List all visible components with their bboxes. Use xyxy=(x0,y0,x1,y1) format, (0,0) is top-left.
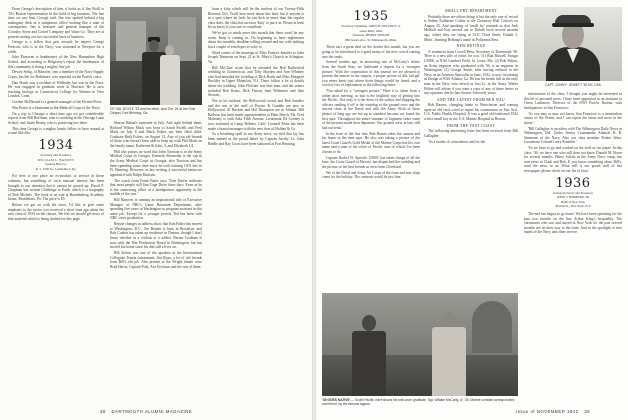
body-paragraph: Before we get on with the news, I'd like to give some emphasis to the notice you received a short time ago about the new class of 1934 on the classes. We feel we should get news of that material which is being drafted for this page. xyxy=(8,203,104,221)
south-pacific-caption xyxy=(322,398,518,406)
right-column-2 xyxy=(424,7,518,289)
col5-end-paragraphs xyxy=(424,129,518,144)
body-paragraph: We've got so much news this month that there won't be any room. Keep it coming in. I'm beginning to have nightmares about the monthly deadline rolling around and me with nothing but a couple of envelopes to write to. xyxy=(208,31,304,49)
body-paragraph: For here is one place an ex-product or service in these columns, but something of such unusual interest has been brought to our attention that it cannot be passed up: David F. Chapman has written Challenge to Faith, which is a biography of Bob Michels. The book is on sale at Brandenberg Academy house, Brattleboro, Pa. The price is $5. xyxy=(8,174,104,202)
col4-paragraphs xyxy=(322,45,420,180)
body-paragraph: Word comes of the marriage of Miss Frances Jennifer to John Joseph Timmons on Sept. 21 at St. Mary's Church in Arlington, Va. xyxy=(208,50,304,64)
wedding-photo xyxy=(110,7,202,105)
year-1935-org: Gates Mills, Ohio xyxy=(359,28,383,33)
right-column-3 xyxy=(524,92,622,402)
body-paragraph: The coach from Frank Bates says, 'Tom Darrin indicates that most people still Sun Cage Drive three days. Even as he is the connecting office of a headquarters apparently in the middle of the war.' xyxy=(110,178,202,197)
body-paragraph: 'As you may or may not know, San Francisco is a tremendous center of the Orient, and I can report the latest and more in the future.' xyxy=(524,111,622,125)
year-1934-address: R. 5, 1936 St., Louisville 3, Ky. xyxy=(35,166,77,171)
body-paragraph: Not to be outdone, the Hollywood crowd and Bob Sanders and the rest of the staff of Procter & Gamble are now in Hollywood. Al Hackett and Hal Thompson are in Atlanta. Bill Barbour has been made superintendent at Palm Beach, Fla. Fred Mahoney is with Saks Fifth Avenue. Lieutenant Ed Cooney is now stationed at Camp Roberts, Calif. Leonard Fiske has been made a branch manager with the new firm of Holden & Co. xyxy=(208,99,304,131)
body-paragraph: 'So we have to go and worked on the staff of our paper. In this class, '36, we have one who still does not know Donald M. Bruce for several months. Henry Schatz in the Army Navy camp, has sent news to Clark and Bob. If you know something about Bill's, send the news to us. What still is our proud staff of last newspaper, please check on our list of facts.' xyxy=(524,146,622,174)
year-1935-secretary: Secretary-Chairman, JOHN H. DELANEY, Jr. xyxy=(341,24,401,28)
right-column-1 xyxy=(322,7,420,289)
right-footer-title: Issue of NOVEMBER 1942 xyxy=(516,409,579,414)
body-paragraph: From George's description of him, it looks as if Jim Wolff is '33's Boston representative in the field of big business. The last time we saw him, George said, Jim was spotted behind a big mahogany desk in a sumptuous office looking like a man of consequence. Jim is treasurer and general manager of the Crossley Stone and Gravel Company and Vaine Co. They are at present turning out two successful lines of business. xyxy=(8,7,104,39)
body-paragraph: Sharon Hahan's stationed in July. And right behind them, Richard Wilson Mack was born to Sarah Pacelli and Fred Mack on July 8 and Mack Eskies out their third child. Graduate Ruth Eskies, on August 13. Any of you old friends of those who haven't been able to keep up with Phil Mack on the family name, Katherine & John, 3, and Elizabeth 1/4. xyxy=(110,121,202,148)
left-page-number: 38 xyxy=(100,409,106,414)
year-1936-name: JOHN S. HERBURN 3D xyxy=(556,195,590,200)
body-paragraph: Probably there are others doing it but the only one of record is Sidney Kalbarine Colton to the Chauncey Hull Colton's on August 25. And speaking of 'small fry' reminds us that Jack Mulhall and Kay moved out to Duluth back several months ago, where they are living at 3131 Third Street, Duluth 5, Minn., learning Belknap's name in Pollyanna Rest. xyxy=(424,14,518,42)
caption-rest: — South Pacific chief shows his well-worn gratitude, Sgt. William McCarty, Jr. '35, Marine combat correspondent, and friend, by the famous lagoon. xyxy=(322,398,516,407)
body-paragraph: Dan Hatch was a resident of Wellesley but was in the Navy. He was engaged in graduate work at Harvard. He is now teaching biology at Connecticut College for Women in New London, Conn. xyxy=(8,80,104,99)
wedding-photo-caption: CP. VAL DOYLE '33 and his bride, wed Oct. 24 at the Post Chapel, Fort Benning, Ga. xyxy=(110,107,196,116)
col5-bottom-paragraphs xyxy=(424,103,518,121)
body-paragraph: Bill McClure wrote that he attended the Bob Rutherford wedding in Connecticut, and Toby Hayden and Ann Whitney who had attended the wedding of Dick Barth and Miss Margaret Buckley in Upper Montclair, N.J. There follow a lot of details about the wedding. John Fletcher was best man, and the ushers included Bob Kraus, Dick Faison, Sam Whitmore and Jake Stewart. xyxy=(208,65,304,98)
body-paragraph: 'As a matter of coincidence and for the xyxy=(428,139,486,144)
right-page-number: 39 xyxy=(584,409,591,414)
new-retinue-heading: NEW RETINUE xyxy=(456,44,486,49)
col6-top-paragraphs xyxy=(524,92,622,174)
left-page-footer xyxy=(96,409,246,414)
body-paragraph: The end has begun to go home. We have been operating for the past two months on the fine Arthur King's hospitality. The classmates who saw and stayed in New York for the past several months are on their way to the front. And in the spotlight of new hands of the Navy and other service. xyxy=(524,212,622,235)
body-paragraph: George is a fellow that gets around; he reports George Prescott, who is in the Navy, was stationed at Newport for a while. xyxy=(8,40,104,54)
year-1934-name: WILLIAM L. BANNET xyxy=(37,157,75,162)
body-paragraph: Gordon McDermid is a general manager of the Picture Press. xyxy=(12,100,103,105)
body-paragraph: 'Bill Gallagher is an editor with The Wilmington Daily News in Wilmington, Del. Under Senior Commander Admiral R. B. Simmons of the Navy. Also our class member Robert Ware, Lieutenant Colonel Larry Franklin.' xyxy=(524,126,622,145)
body-paragraph: On a trip to Chicago a short time ago we got considerable reports from Bill Hoffman, who is coaching at the Chicago Latin School, and Justin Beatty, who is practicing law there. xyxy=(8,111,104,125)
vest-coast-heading: FROM THE VEST COAST xyxy=(446,123,496,128)
body-paragraph: Captain Rachel W. Sproule, USMC has taken charge of all the base, the Coast Guard of Hawaii, has dispatched the wedding and the picture of the best friends as seen from Cleveland. xyxy=(322,155,420,169)
body-paragraph: 'You asked for a "strongest picture." Here it is, taken from a rather short meeting, so that is the brightest way of getting into the Pacific. Not only is it the dress of the sailors and shipping the officers sending it off is the roundup of the ground crew and the sincere shots at the Naval and with the Army. Both of these photos of long ago are not up to standard because we found the first spot. Throughout the entire summer of Japanese radio some of the pictures made their departure. Our ground crew, at last, still had our tents.' xyxy=(322,89,420,130)
right-page xyxy=(316,0,628,420)
portrait-caption: CAPT. JOHN F. JEWETT '35 MC USA xyxy=(545,83,601,87)
body-paragraph: Renzie changes in address show that Ken Pallor has moved to Washington, D.C.; Joe Bender is back in Brooklyn; and Bob Conlon has taken up residence in Denton, though I don't know whether as a civilian or a soldier. Bernie Coalman is now with the War Production Board in Washington, but has moved his home since his dad still a lives on. xyxy=(110,222,202,250)
portrait-photo xyxy=(524,7,622,81)
year-1936-secretary: Acting-Secretary and Treasurer, xyxy=(552,190,594,195)
body-paragraph: A statement from Lowell Hess, Secretary of Dartmouth '36: 'Here is a new pile of items for you.' (1) Bud Russell, Ensign USNR, at NAS Lambert Field, St. Louis, Mo. (2) Bob Fulton, an Army engineer who graduated with '36, is an engineer in Washington. (3) George Smith, after having enlisted in the Navy as an Aviation Specialist in June, 1942, is now in training as Ensign at NAS Atlanta, Ga. He has his hands full as the only man in the Navy who served as first Lt. in the Army. Walter Hilton will advise if you want a copy of any of these letters or any opinions that he has chosen. Sincerely yours. xyxy=(424,49,518,96)
year-1935-address: 980 Jessica Ave., St. Minneapolis, Minn. xyxy=(345,37,397,42)
left-footer-title: DARTMOUTH ALUMNI MAGAZINE xyxy=(111,409,193,414)
year-1934-secretary: Secretary and Treasurer, xyxy=(40,152,72,157)
left-page xyxy=(0,0,312,420)
caption-bold-lead: '35 GOES NATIVE xyxy=(322,398,350,402)
body-paragraph: John Donovan is headmaster of the New Hampshire High School, and according to Ridgeway's report the headmaster of this community is doing a mighty fine job. xyxy=(8,55,104,69)
body-paragraph: Bill Hanover is running an inspirational title of Executive Manager of NBC's Game Rotations Department, after spending five years in Washington as program assistant in this same job. Except for a younger period, Ted has been with NBC since graduation. xyxy=(110,198,202,221)
year-heading-1936: 1936 xyxy=(555,175,591,191)
south-pacific-photo xyxy=(322,293,518,396)
body-paragraph: Bill Stokes was one of the speakers at the International Collegiate Tennis tournament. Jim Ryan, a lot of old friends from Bill's old job. Also present at the Wright dinner were Brad Harris, Captain Pratt, Ace Erickson and the rest of them. xyxy=(110,250,202,269)
body-paragraph: There isn't a great deal on the docket this month, but you are going to be introduced to a good many of the new crowd coming into the ranks. xyxy=(322,45,420,59)
col5-top-paragraphs xyxy=(424,15,518,43)
latest-news-heading: AND THE LATEST FROM BEN NAU xyxy=(436,97,506,102)
body-paragraph: Bob Barnes, changing home to Westchester and coming upon an old card, cared to report his commission as Ens. first, U.S. Public Health Hospital. It was a good old-fashioned 1942 with a small boy in the U.S. Marine Hospital in Boston. xyxy=(424,103,518,122)
year-1936-address: 48 Wall St., New York, N.Y. xyxy=(554,204,592,209)
body-paragraph: The following interesting letter has been received from Bill Gallagher: xyxy=(424,129,518,138)
right-page-footer xyxy=(516,409,626,414)
col6-bottom-paragraphs xyxy=(524,212,622,235)
year-heading-1935: 1935 xyxy=(353,9,389,24)
body-paragraph: We of the Naval and Army Air Corps of the front and rear ships come for the holiday. The cameras would be just fine. xyxy=(322,170,420,180)
body-paragraph: This time George is a mighty handy fellow to have around at a time like this. xyxy=(8,126,104,136)
body-paragraph: information of the class, I thought you might be interested in this bit of personal news. I have been appointed as an assistant to Owen Lattimore, Director of the OWI Pacific Bureau, with headquarters in San Francisco. xyxy=(524,92,622,110)
small-fry-heading: SMALL FRY DEPARTMENT xyxy=(444,9,498,13)
col5-mid-paragraphs xyxy=(424,50,518,96)
body-paragraph: As a breathing spell in our Army news, we find that Jay has been named as the proud father by Captain Jacoby. Lt. John Biddle and Ray Gross have been stationed at Fort Benning. xyxy=(208,132,304,146)
body-paragraph: Phil also passes on word that John Torrison is in the Army Medical Corps in Georgia. Kenneth Abernathy is the cap in the Army Medical Corps in Georgia, also Torrison and has been spending some time since he took training OCS late in Ft. Benning. However, as last writing, a successful instructor appointed with Ralph Durham. xyxy=(110,149,202,177)
year-heading-1934: 1934 xyxy=(38,137,74,153)
year-1934-company: General Box Co. xyxy=(45,162,67,167)
body-paragraph: form a kitty which will be the nucleus of our Twenty-Fifth Reunion Gift. You'll hear more about this later, but if anyone is in a spot where he feels he can kick in more than the regular class dues, the class has an extra 'kitty' to put it in. Please at least let us know if you care to contribute. xyxy=(208,7,304,30)
body-paragraph: In the front of the first line, Bob Barnes takes the camera and his home in the time spot. He also was taking a picture of the latest Coast Guard's Gold Medal of the Marine Corps has his own name and a man of his office of Pacific seas of which I've been chosen to do. xyxy=(322,131,420,154)
body-paragraph: Win Bruce is a lieutenant in the Medical Corps of the Navy. xyxy=(12,106,101,110)
body-paragraph: Dewey Sedig, of Hanover, sent a member of the Navy Supply Corps, has left for Baltimore, was reported on the Pacific coast. xyxy=(8,70,104,79)
year-1936-bank: Bank of New York xyxy=(561,199,585,204)
year-1935-treasurer: Treasurer, HENRY WEIGHT xyxy=(352,33,390,38)
col1-bottom-paragraphs xyxy=(8,174,104,221)
col1-top-paragraphs xyxy=(8,7,104,136)
left-column-3 xyxy=(208,7,304,402)
left-column-2 xyxy=(110,121,202,402)
body-paragraph: Several months ago, in answering one of McCarty's letters from the South Seas, we fashioned a request for a 'strongest picture.' With the cooperation of this journal we are pleased to present the answer to our request, a proper picture of this 'old gal' you never knew just where those things would be found, and a word of two of explanation in the following letter: xyxy=(322,60,420,88)
left-column-1 xyxy=(8,7,104,402)
